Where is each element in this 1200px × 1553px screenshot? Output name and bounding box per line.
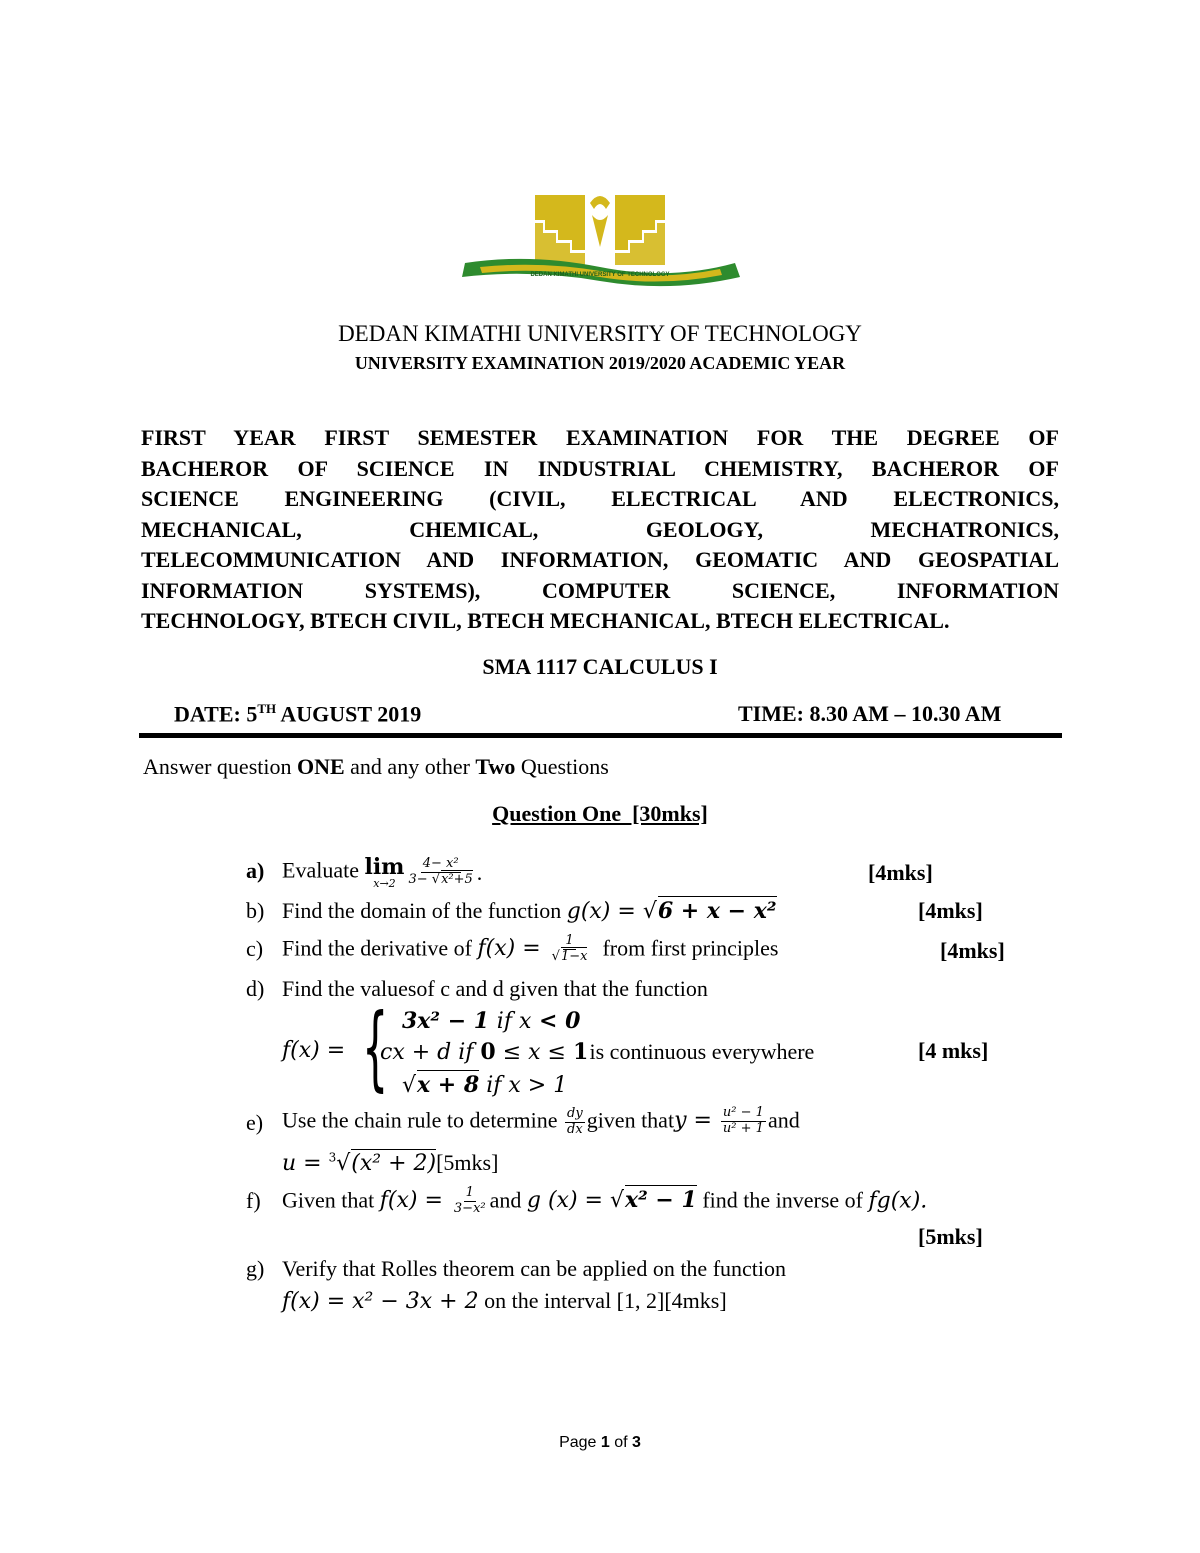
question-text-part: Find the domain of the function: [282, 898, 567, 923]
piecewise-brace-icon: {: [362, 994, 389, 1101]
question-label: a): [246, 858, 265, 883]
question-text: [282, 856, 482, 889]
instructions-text: Questions: [515, 754, 609, 779]
rolle-function: f(x) = x² − 3x + 2 on the interval [1, 2][4mks]: [282, 1288, 727, 1314]
composite-fg: fg(x).: [868, 1188, 928, 1214]
question-text-part: given that: [586, 1107, 675, 1133]
question-mark: [4mks]: [918, 898, 983, 923]
instructions-text: Answer question: [143, 754, 297, 779]
exam-year-line: UNIVERSITY EXAMINATION 2019/2020 ACADEMIC YEAR: [354, 353, 846, 373]
function-f: f(x) = $\frac{1}{√1-x}$: [477, 933, 588, 964]
exam-date: [174, 701, 421, 727]
question-f: [246, 1182, 1006, 1254]
exam-title-line: INFORMATION SYSTEMS), COMPUTER SCIENCE, INFORMATION: [141, 577, 1059, 603]
question-label: b): [246, 898, 265, 923]
piecewise-lhs: f(x) =: [282, 1038, 346, 1063]
exam-title-line: TECHNOLOGY, BTECH CIVIL, BTECH MECHANICAL, BTECH ELECTRICAL.: [141, 608, 950, 633]
footer-text: Page: [559, 1434, 601, 1451]
piecewise-case-3: √x + 8 if x > 1: [402, 1072, 568, 1098]
question-mark: [5mks]: [436, 1150, 499, 1175]
exam-title-line: FIRST YEAR FIRST SEMESTER EXAMINATION FOR THE DEGREE OF: [141, 425, 1059, 450]
question-mark: [4 mks]: [918, 1038, 989, 1063]
logo-emblem-icon: [440, 185, 760, 305]
question-text-part: Evaluate: [282, 857, 365, 883]
limit-expression: lim x→2 $\frac{\text{4− x²}}{\text{3− √x²+5}}$ .: [364, 854, 483, 890]
question-text: Find the valuesof c and d given that the function: [282, 976, 708, 1001]
instructions-text: and any other: [344, 754, 476, 779]
exam-title-block: [141, 423, 1059, 637]
question-text: Verify that Rolles theorem can be applied on the function: [282, 1256, 787, 1281]
question-mark: [4mks]: [940, 938, 1005, 963]
question-b: [246, 898, 1006, 932]
question-text: [282, 1186, 927, 1217]
question-text-part: Given that: [282, 1187, 380, 1213]
date-rest: AUGUST 2019: [276, 701, 422, 727]
piecewise-case-1: 3x² − 1 if x < 0: [402, 1008, 581, 1034]
page-total: 3: [632, 1434, 641, 1451]
question-mark: [5mks]: [918, 1224, 983, 1249]
exam-title-line: SCIENCE ENGINEERING (CIVIL, ELECTRICAL AND ELECTRONICS,: [141, 486, 1059, 511]
function-g: g(x) = √6 + x − x²: [566, 898, 777, 924]
exam-title-line: MECHANICAL, CHEMICAL, GEOLOGY, MECHATRONICS,: [141, 516, 1059, 542]
instructions-emphasis-two: Two: [475, 754, 516, 779]
university-name: DEDAN KIMATHI UNIVERSITY OF TECHNOLOGY: [338, 321, 862, 346]
instructions-emphasis-one: ONE: [296, 754, 345, 779]
question-a: [246, 850, 1006, 900]
question-e: [246, 1102, 1006, 1182]
question-label: f): [246, 1188, 261, 1213]
piecewise-function: [282, 994, 982, 1101]
section-title: [0, 801, 1200, 827]
exam-title-line: BACHEROR OF SCIENCE IN INDUSTRIAL CHEMISTRY, BACHEROR OF: [141, 455, 1059, 481]
continuity-text: is continuous everywhere: [584, 1039, 815, 1064]
footer-text: of: [609, 1434, 633, 1451]
function-f: f(x) = $\frac{1}{\text{3−x²}}$: [379, 1185, 486, 1216]
question-text-part: and: [489, 1187, 527, 1213]
page-footer: [0, 1434, 1200, 1452]
instructions: [143, 754, 609, 780]
question-c: [246, 930, 1026, 974]
dy-dx: $\frac{dy}{dx}$: [567, 1105, 583, 1137]
piecewise-case-2: cx + d if 0 ≤ x ≤ 1: [380, 1039, 589, 1065]
question-text-part: Use the chain rule to determine: [282, 1107, 564, 1133]
question-mark: [4mks]: [868, 860, 933, 885]
function-u: u = $^3$√(x² + 2)[5mks]: [282, 1150, 499, 1176]
question-text: [282, 934, 778, 965]
question-mark: [4mks]: [664, 1288, 727, 1313]
question-text-part: on the interval [1, 2]: [478, 1288, 665, 1313]
question-label: d): [246, 976, 265, 1001]
section-title-text: Question One [30mks]: [492, 801, 708, 826]
exam-time: TIME: 8.30 AM – 10.30 AM: [738, 701, 1002, 726]
question-d: [246, 976, 1026, 1100]
question-label: e): [246, 1110, 264, 1135]
page-number: 1: [600, 1434, 610, 1451]
question-label: g): [246, 1256, 265, 1281]
question-text-part: find the inverse of: [696, 1187, 869, 1213]
exam-title-line: TELECOMMUNICATION AND INFORMATION, GEOMATIC AND GEOSPATIAL: [141, 547, 1059, 572]
logo-ribbon-text: DEDAN KIMATHI UNIVERSITY OF TECHNOLOGY: [530, 272, 670, 278]
question-g: [246, 1256, 1006, 1320]
function-g: g (x) = √x² − 1: [526, 1187, 697, 1214]
question-text: [282, 1106, 800, 1138]
course-title: SMA 1117 CALCULUS I: [482, 654, 718, 679]
question-label: c): [246, 936, 264, 961]
question-text-part: from first principles: [591, 935, 779, 961]
question-text: [282, 898, 777, 924]
university-logo: [440, 185, 760, 305]
function-y: y = $\frac{\text{u² − 1}}{\text{u² + 1}}$: [674, 1105, 764, 1136]
date-prefix: DATE: 5: [174, 701, 258, 727]
date-suffix: TH: [257, 701, 277, 716]
question-text-part: and: [767, 1107, 800, 1133]
header-divider: [139, 733, 1062, 738]
question-text-part: Find the derivative of: [282, 935, 478, 961]
